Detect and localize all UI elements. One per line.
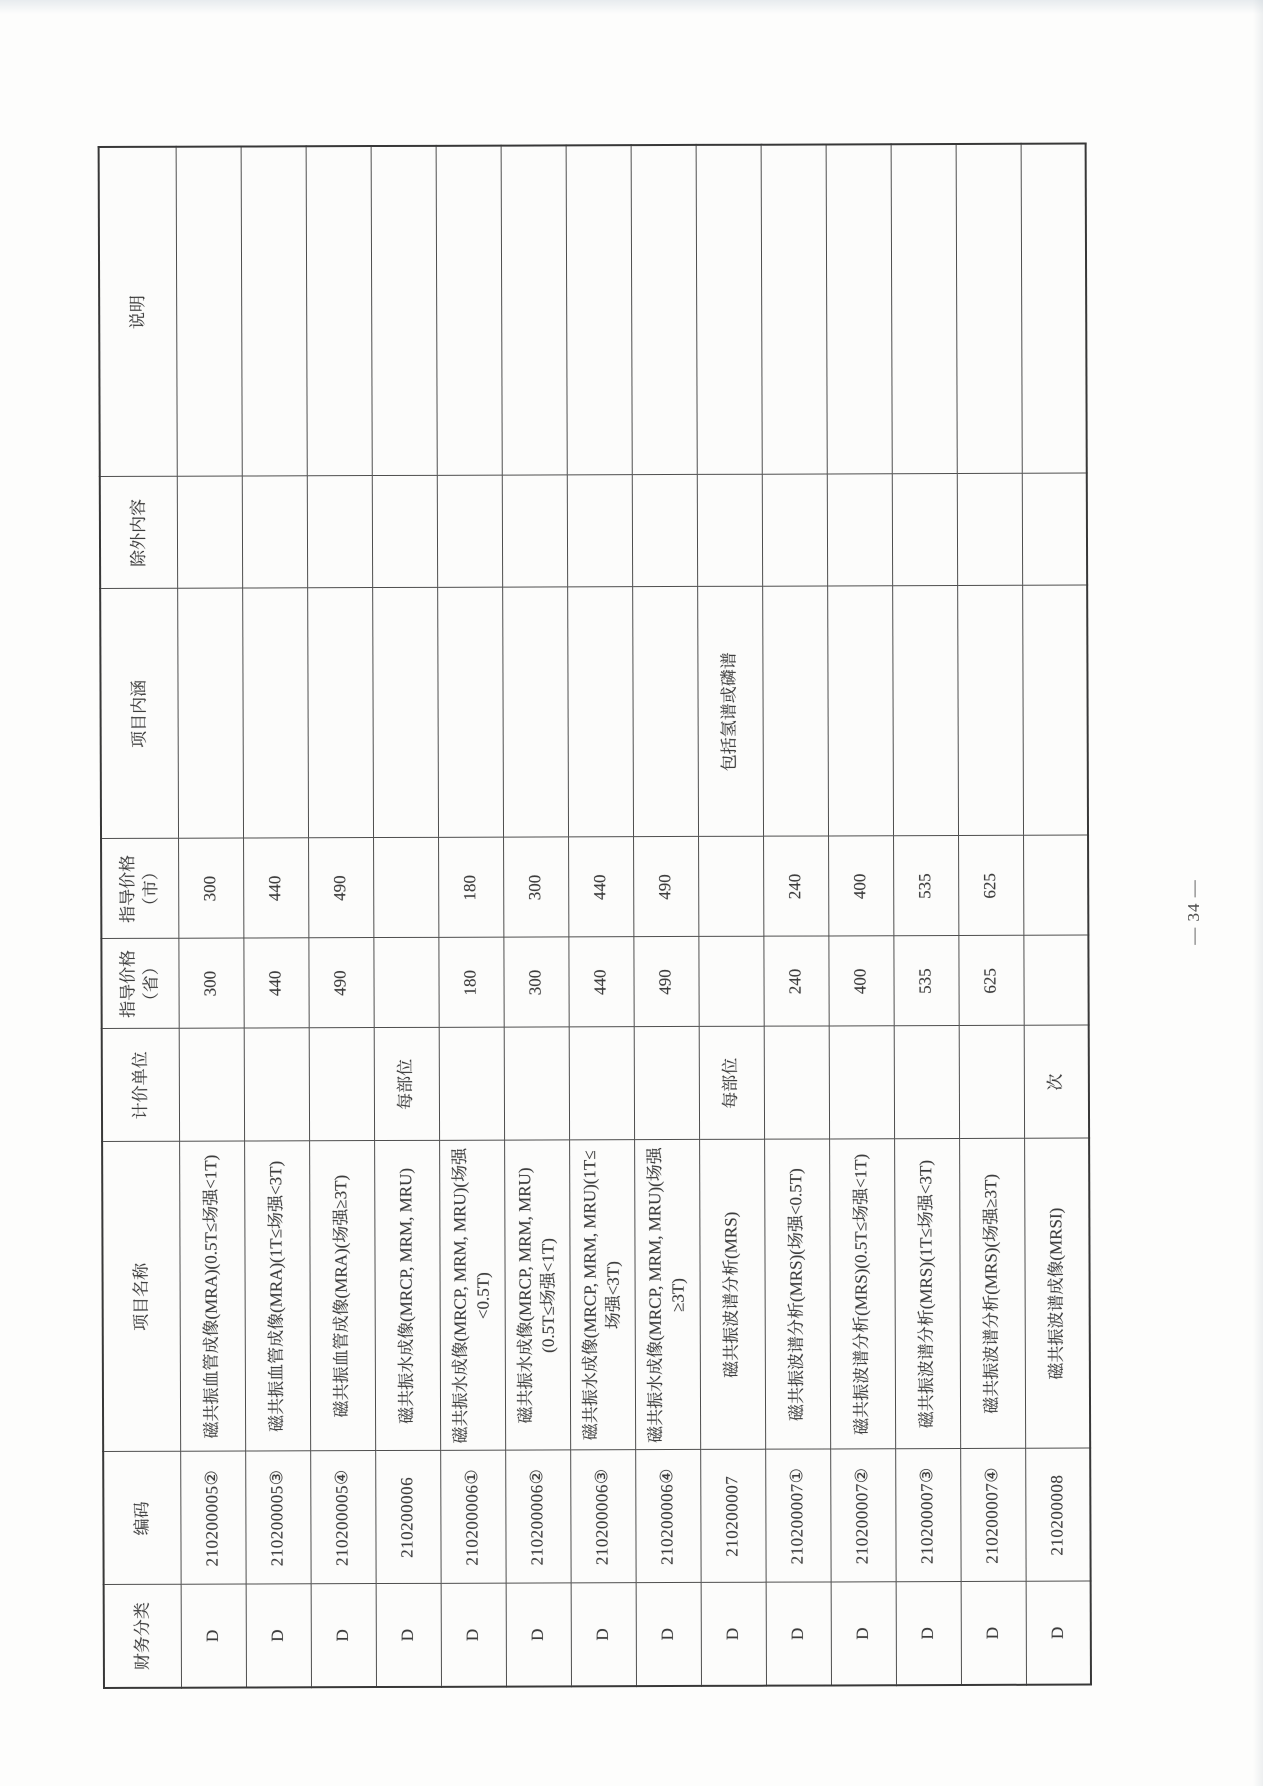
cell-unit: 次: [1024, 1026, 1089, 1139]
cell-notes: [761, 144, 827, 474]
cell-code: 210200006②: [505, 1450, 570, 1583]
cell-price_prov: 535: [893, 936, 958, 1026]
cell-content: [372, 588, 438, 838]
cell-excluded: [242, 476, 307, 588]
cell-price_city: 490: [633, 837, 698, 937]
cell-content: [762, 586, 828, 836]
cell-name: 磁共振波谱分析(MRS)(场强<0.5T): [764, 1139, 830, 1449]
table-row: [176, 147, 246, 1688]
cell-price_prov: 240: [763, 936, 828, 1026]
cell-price_city: [373, 838, 438, 938]
cell-code: 210200005④: [310, 1451, 375, 1584]
cell-unit: [569, 1027, 634, 1140]
cell-fin: D: [506, 1583, 571, 1686]
table-row: [306, 146, 376, 1687]
cell-unit: [764, 1026, 829, 1139]
cell-price_prov: 300: [503, 937, 568, 1027]
header-unit: 计价单位: [102, 1029, 179, 1142]
cell-name: 磁共振血管成像(MRA)(场强≥3T): [309, 1141, 375, 1451]
cell-excluded: [697, 475, 762, 587]
cell-price_prov: 400: [828, 936, 893, 1026]
cell-unit: 每部位: [374, 1028, 439, 1141]
cell-price_city: 180: [438, 838, 503, 938]
cell-notes: [436, 146, 502, 476]
cell-price_city: 300: [178, 839, 243, 939]
cell-notes: [566, 145, 632, 475]
cell-excluded: [372, 476, 437, 588]
cell-notes: [696, 145, 762, 475]
page-number: — 34 —: [1184, 879, 1203, 945]
cell-unit: [959, 1026, 1024, 1139]
cell-price_prov: 490: [308, 938, 373, 1028]
cell-name: 磁共振血管成像(MRA)(1T≤场强<3T): [244, 1141, 310, 1451]
cell-name: 磁共振波谱分析(MRS): [699, 1140, 765, 1450]
cell-notes: [956, 144, 1022, 474]
cell-content: [632, 587, 698, 837]
cell-excluded: [892, 474, 957, 586]
cell-fin: D: [961, 1582, 1026, 1685]
table-row: [436, 146, 506, 1687]
cell-unit: [179, 1029, 244, 1142]
cell-name: 磁共振波谱分析(MRS)(0.5T≤场强<1T): [829, 1139, 895, 1449]
cell-fin: D: [766, 1582, 831, 1685]
header-row: [99, 147, 181, 1688]
cell-content: [827, 586, 893, 836]
cell-notes: [631, 145, 697, 475]
cell-excluded: [632, 475, 697, 587]
cell-content: [177, 589, 243, 839]
cell-unit: [309, 1028, 374, 1141]
cell-unit: [244, 1028, 309, 1141]
cell-price_city: 625: [958, 836, 1023, 936]
cell-name: 磁共振水成像(MRCP, MRM, MRU)(场强<0.5T): [439, 1141, 505, 1451]
cell-price_prov: 625: [958, 936, 1023, 1026]
cell-excluded: [502, 475, 567, 587]
cell-excluded: [957, 474, 1022, 586]
cell-price_prov: 440: [568, 937, 633, 1027]
cell-content: [437, 588, 503, 838]
cell-price_city: 440: [568, 837, 633, 937]
cell-content: [567, 587, 633, 837]
cell-excluded: [177, 477, 242, 589]
cell-notes: [241, 146, 307, 476]
cell-content: [502, 587, 568, 837]
cell-notes: [176, 147, 242, 477]
cell-fin: D: [896, 1582, 961, 1685]
cell-notes: [306, 146, 372, 476]
header-notes: 说明: [99, 147, 177, 477]
header-price-province: 指导价格（省）: [101, 939, 178, 1029]
cell-code: 210200007: [700, 1450, 765, 1583]
cell-price_prov: 440: [243, 938, 308, 1028]
table-row: [696, 145, 766, 1686]
cell-content: [892, 586, 958, 836]
table-row: [891, 144, 961, 1685]
cell-price_city: 440: [243, 838, 308, 938]
cell-excluded: [762, 474, 827, 586]
cell-content: [242, 588, 308, 838]
cell-code: 210200006: [375, 1451, 440, 1584]
cell-fin: D: [701, 1583, 766, 1686]
cell-notes: [1021, 144, 1087, 474]
cell-code: 210200007④: [960, 1449, 1025, 1582]
cell-price_prov: [373, 938, 438, 1028]
cell-fin: D: [246, 1584, 311, 1687]
cell-code: 210200005③: [245, 1451, 310, 1584]
cell-content: 包括氢谱或磷谱: [697, 587, 763, 837]
header-content: 项目内涵: [100, 589, 178, 839]
cell-price_prov: 300: [178, 939, 243, 1029]
cell-code: 210200007③: [895, 1449, 960, 1582]
pricing-table: [98, 143, 1092, 1689]
cell-name: 磁共振水成像(MRCP, MRM, MRU): [374, 1141, 440, 1451]
cell-code: 210200006①: [440, 1451, 505, 1584]
cell-name: 磁共振波谱分析(MRS)(场强≥3T): [959, 1139, 1025, 1449]
cell-name: 磁共振血管成像(MRA)(0.5T≤场强<1T): [179, 1142, 245, 1452]
cell-fin: D: [376, 1584, 441, 1687]
table-row: [956, 144, 1026, 1685]
cell-fin: D: [636, 1583, 701, 1686]
cell-name: 磁共振波谱成像(MRSI): [1024, 1139, 1090, 1449]
table-row: [826, 144, 896, 1685]
cell-name: 磁共振水成像(MRCP, MRM, MRU)(1T≤场强<3T): [569, 1140, 635, 1450]
cell-price_city: 535: [893, 836, 958, 936]
cell-code: 210200006④: [635, 1450, 700, 1583]
cell-unit: [829, 1026, 894, 1139]
cell-code: 210200008: [1025, 1449, 1090, 1582]
cell-price_city: 300: [503, 837, 568, 937]
cell-name: 磁共振水成像(MRCP, MRM, MRU)(0.5T≤场强<1T): [504, 1140, 570, 1450]
cell-excluded: [567, 475, 632, 587]
cell-fin: D: [831, 1582, 896, 1685]
cell-notes: [891, 144, 957, 474]
table-row: [371, 146, 441, 1687]
cell-code: 210200005②: [180, 1452, 245, 1585]
header-code: 编码: [103, 1452, 180, 1585]
cell-price_city: [1023, 836, 1088, 936]
cell-price_city: 490: [308, 838, 373, 938]
cell-name: 磁共振水成像(MRCP, MRM, MRU)(场强≥3T): [634, 1140, 700, 1450]
cell-notes: [826, 144, 892, 474]
cell-unit: [634, 1027, 699, 1140]
cell-fin: D: [571, 1583, 636, 1686]
cell-price_prov: 490: [633, 937, 698, 1027]
header-excluded: 除外内容: [100, 477, 177, 589]
table-row: [566, 145, 636, 1686]
cell-unit: 每部位: [699, 1027, 764, 1140]
cell-fin: D: [181, 1585, 246, 1688]
cell-price_city: [698, 837, 763, 937]
table-row: [241, 146, 311, 1687]
table-body: [176, 144, 1091, 1688]
cell-price_city: 240: [763, 836, 828, 936]
header-fin-class: 财务分类: [104, 1585, 181, 1688]
cell-notes: [371, 146, 437, 476]
cell-unit: [504, 1027, 569, 1140]
table-row: [1021, 144, 1091, 1685]
cell-excluded: [1022, 474, 1087, 586]
cell-content: [1022, 586, 1088, 836]
cell-fin: D: [1026, 1582, 1091, 1685]
cell-excluded: [827, 474, 892, 586]
cell-price_prov: [1023, 936, 1088, 1026]
rotated-table-container: [98, 145, 1091, 1689]
header-item-name: 项目名称: [102, 1142, 180, 1452]
cell-content: [307, 588, 373, 838]
cell-code: 210200007①: [765, 1449, 830, 1582]
cell-unit: [439, 1028, 504, 1141]
cell-unit: [894, 1026, 959, 1139]
cell-code: 210200006③: [570, 1450, 635, 1583]
cell-fin: D: [311, 1584, 376, 1687]
cell-price_prov: 180: [438, 938, 503, 1028]
cell-notes: [501, 145, 567, 475]
cell-price_city: 400: [828, 836, 893, 936]
cell-content: [957, 586, 1023, 836]
cell-excluded: [437, 476, 502, 588]
table-row: [631, 145, 701, 1686]
cell-name: 磁共振波谱分析(MRS)(1T≤场强<3T): [894, 1139, 960, 1449]
table-row: [761, 144, 831, 1685]
cell-code: 210200007②: [830, 1449, 895, 1582]
header-price-city: 指导价格（市）: [101, 839, 178, 939]
table-row: [501, 145, 571, 1686]
cell-fin: D: [441, 1584, 506, 1687]
cell-excluded: [307, 476, 372, 588]
cell-price_prov: [698, 937, 763, 1027]
